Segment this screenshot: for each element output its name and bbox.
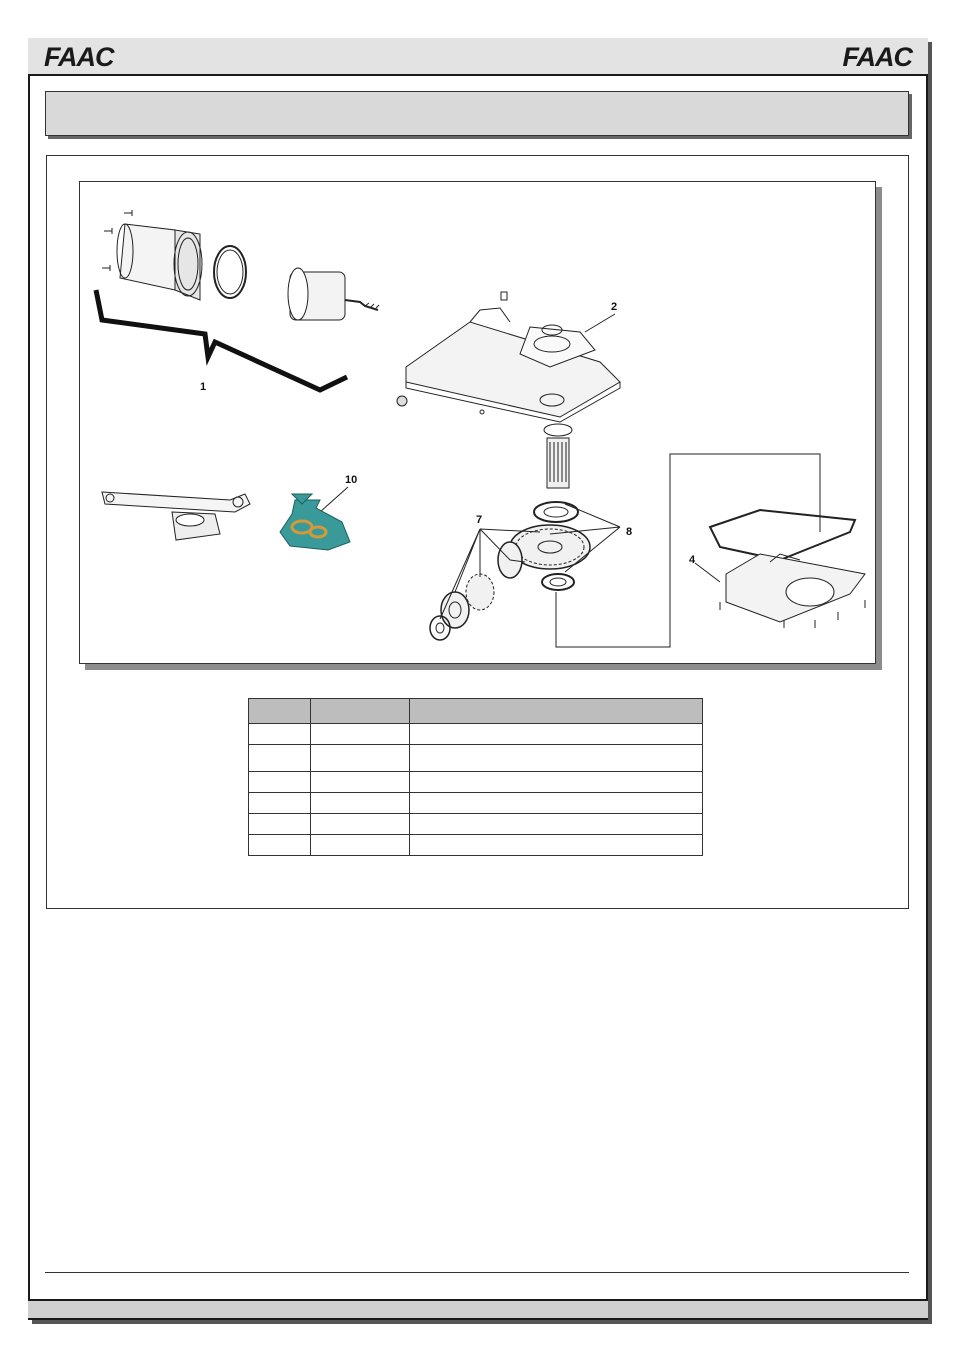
callout-2: 2 <box>611 301 618 313</box>
o-ring-drawing <box>214 246 246 298</box>
table-cell <box>249 724 311 745</box>
table-cell <box>311 724 410 745</box>
table-cell <box>410 814 703 835</box>
faac-logo-left: FAAC <box>44 42 114 72</box>
table-header-row <box>249 699 703 724</box>
table-cell <box>249 835 311 856</box>
electric-motor-drawing <box>288 268 379 320</box>
callout-8: 8 <box>626 526 633 538</box>
table-cell <box>311 814 410 835</box>
faac-logo-right: FAAC <box>842 42 912 72</box>
gearbox-base-drawing <box>710 510 865 628</box>
gearbox-cover-drawing <box>397 292 620 422</box>
parts-drawing <box>80 182 875 663</box>
table-cell <box>249 745 311 772</box>
output-shaft-drawing <box>544 424 572 488</box>
table-header-cell <box>249 699 311 724</box>
callout-1: 1 <box>200 381 207 393</box>
spare-bag-icon <box>280 494 350 550</box>
table-cell <box>311 745 410 772</box>
header-bar <box>28 38 928 76</box>
table-cell <box>249 772 311 793</box>
table-cell <box>311 772 410 793</box>
release-lever-drawing <box>102 492 250 540</box>
callout-7: 7 <box>476 514 483 526</box>
table-cell <box>410 793 703 814</box>
table-cell <box>311 835 410 856</box>
table-row <box>249 793 703 814</box>
table-cell <box>249 793 311 814</box>
callout-4: 4 <box>689 554 696 566</box>
table-header-cell <box>410 699 703 724</box>
footer-divider <box>45 1272 909 1273</box>
exploded-parts-figure <box>79 181 876 664</box>
table-row <box>249 724 703 745</box>
table-row <box>249 745 703 772</box>
callout-10: 10 <box>345 474 358 486</box>
section-title-box <box>45 91 909 136</box>
pinion-gears-drawing <box>430 542 525 640</box>
table-cell <box>410 724 703 745</box>
table-cell <box>410 835 703 856</box>
table-row <box>249 814 703 835</box>
table-row <box>249 835 703 856</box>
motor-housing-drawing <box>117 224 202 300</box>
table-cell <box>410 772 703 793</box>
table-cell <box>249 814 311 835</box>
footer-bar <box>28 1299 928 1320</box>
table-header-cell <box>311 699 410 724</box>
table-cell <box>311 793 410 814</box>
table-cell <box>410 745 703 772</box>
table-row <box>249 772 703 793</box>
parts-table <box>248 698 703 856</box>
